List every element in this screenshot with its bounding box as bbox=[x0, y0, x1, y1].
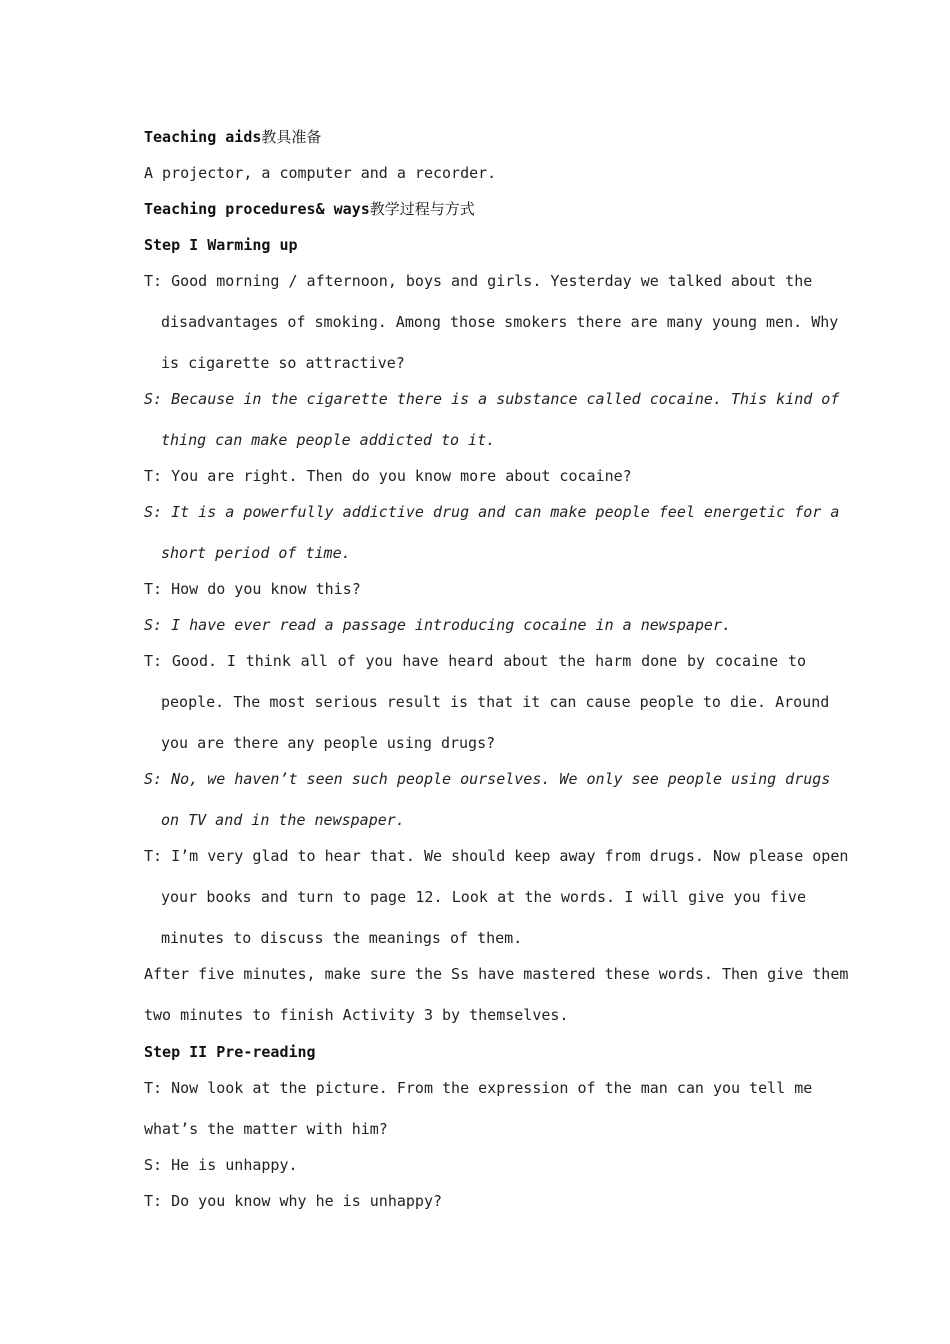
text-line: T: Do you know why he is unhappy? bbox=[144, 1192, 443, 1210]
step1-heading: Step I Warming up bbox=[144, 236, 298, 254]
text-line: S: No, we haven’t seen such people ourselves. We only see people using drugs bbox=[144, 770, 831, 788]
text-line: T: Now look at the picture. From the expression of the man can you tell me bbox=[144, 1079, 813, 1097]
text-line: minutes to discuss the meanings of them. bbox=[161, 929, 523, 947]
text-line: T: Good morning / afternoon, boys and girls. Yesterday we talked about the bbox=[144, 272, 813, 290]
text-line: people. The most serious result is that it can cause people to die. Around bbox=[161, 693, 830, 711]
teaching-procedures-heading bbox=[144, 199, 806, 219]
heading-cn: 教具准备 bbox=[261, 128, 322, 146]
text-line: thing can make people addicted to it. bbox=[161, 431, 496, 449]
teaching-aids-text: A projector, a computer and a recorder. bbox=[144, 164, 497, 182]
text-line: short period of time. bbox=[161, 544, 351, 562]
text-line: S: I have ever read a passage introducing cocaine in a newspaper. bbox=[144, 616, 731, 634]
text-line: disadvantages of smoking. Among those smokers there are many young men. Why bbox=[161, 313, 839, 331]
teaching-aids-heading bbox=[144, 127, 806, 147]
heading-en: Teaching aids bbox=[144, 128, 262, 146]
text-line: T: Good. I think all of you have heard about the harm done by cocaine to bbox=[144, 652, 806, 670]
text-line: S: He is unhappy. bbox=[144, 1156, 298, 1174]
text-line: S: It is a powerfully addictive drug and can make people feel energetic for a bbox=[144, 503, 840, 521]
text-line: After five minutes, make sure the Ss have mastered these words. Then give them bbox=[144, 965, 849, 983]
heading-en: Teaching procedures& ways bbox=[144, 200, 370, 218]
text-line: you are there any people using drugs? bbox=[161, 734, 496, 752]
step2-heading: Step II Pre-reading bbox=[144, 1043, 316, 1061]
text-line: T: I’m very glad to hear that. We should keep away from drugs. Now please open bbox=[144, 847, 849, 865]
text-line: your books and turn to page 12. Look at the words. I will give you five bbox=[161, 888, 806, 906]
text-line: two minutes to finish Activity 3 by themselves. bbox=[144, 1006, 569, 1024]
text-line: T: You are right. Then do you know more about cocaine? bbox=[144, 467, 632, 485]
text-line: is cigarette so attractive? bbox=[161, 354, 405, 372]
heading-cn: 教学过程与方式 bbox=[369, 200, 475, 218]
text-line: on TV and in the newspaper. bbox=[161, 811, 405, 829]
text-line: S: Because in the cigarette there is a substance called cocaine. This kind of bbox=[144, 390, 840, 408]
text-line: what’s the matter with him? bbox=[144, 1120, 388, 1138]
text-line: T: How do you know this? bbox=[144, 580, 361, 598]
